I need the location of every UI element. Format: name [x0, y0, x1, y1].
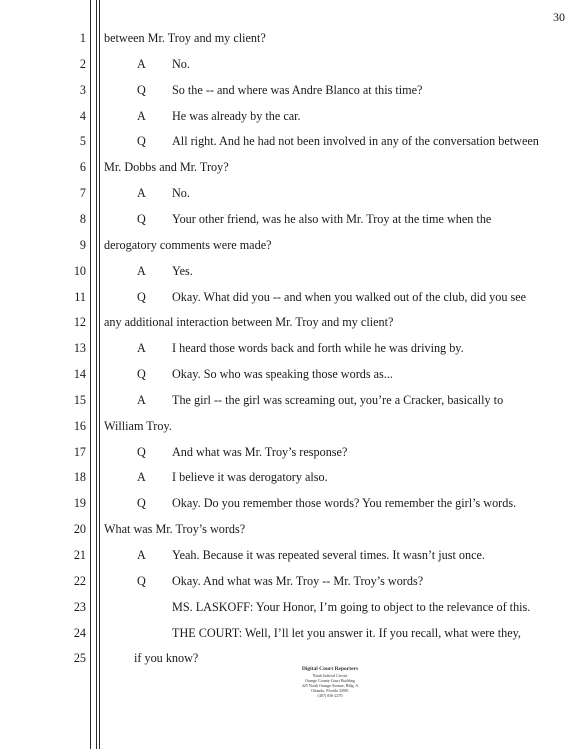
line-text: any additional interaction between Mr. Troy and my client?: [104, 315, 394, 330]
line-text: Yes.: [172, 263, 193, 278]
line-number: 13: [73, 341, 86, 356]
court-reporter-footer: [270, 666, 390, 698]
line-number: 12: [73, 315, 86, 330]
speaker-label: A: [137, 108, 146, 123]
line-number: 5: [79, 134, 86, 149]
line-text: Yeah. Because it was repeated several times. It wasn’t just once.: [172, 548, 485, 562]
line-number: 7: [79, 186, 86, 201]
transcript-line: [0, 183, 579, 203]
footer-line: 425 North Orange Avenue, Bldg. A: [301, 683, 359, 688]
transcript-line: [0, 80, 579, 100]
page-number: 30: [553, 10, 565, 24]
footer-line: (407) 836-2270: [317, 693, 343, 698]
line-text: between Mr. Troy and my client?: [104, 31, 266, 45]
line-number: 8: [79, 211, 86, 226]
line-number: 17: [73, 444, 86, 459]
line-text: William Troy.: [104, 418, 172, 433]
line-text: No.: [172, 56, 190, 71]
line-number: 22: [73, 573, 86, 588]
transcript-line: [0, 493, 579, 513]
speaker-label: A: [137, 263, 146, 278]
line-text: And what was Mr. Troy’s response?: [172, 444, 348, 459]
speaker-label: A: [137, 186, 146, 201]
transcript-line: [0, 390, 579, 410]
transcript-line: [0, 54, 579, 74]
transcript-line: [0, 209, 579, 229]
footer-title: Digital Court Reporters: [301, 666, 359, 672]
line-number: 4: [79, 108, 86, 123]
transcript-line: [0, 235, 579, 255]
transcript-line: [0, 312, 579, 332]
line-number: 14: [73, 367, 86, 382]
transcript-line: [0, 519, 579, 539]
transcript-line: [0, 364, 579, 384]
speaker-label: A: [137, 392, 146, 407]
line-number: 23: [73, 599, 86, 614]
transcript-line: [0, 157, 579, 177]
speaker-label: A: [137, 341, 146, 356]
transcript-line: [0, 467, 579, 487]
transcript-line: [0, 597, 579, 617]
line-text: Mr. Dobbs and Mr. Troy?: [104, 160, 229, 175]
transcript-line: [0, 261, 579, 281]
transcript-line: [0, 338, 579, 358]
line-text: I believe it was derogatory also.: [172, 470, 328, 485]
line-number: 3: [79, 82, 86, 97]
line-text: Your other friend, was he also with Mr. Troy at the time when the: [172, 211, 492, 226]
line-text: Okay. Do you remember those words? You remember the girl’s words.: [172, 496, 517, 511]
line-text: No.: [172, 186, 190, 201]
line-number: 16: [73, 418, 86, 433]
line-number: 1: [79, 31, 86, 45]
line-text: I heard those words back and forth while he was driving by.: [172, 341, 464, 356]
line-text: He was already by the car.: [172, 108, 301, 123]
line-text: All right. And he had not been involved in any of the conversation between: [172, 134, 539, 149]
line-number: 24: [73, 625, 86, 640]
speaker-label: Q: [137, 444, 146, 459]
line-number: 15: [73, 392, 86, 407]
line-text: So the -- and where was Andre Blanco at this time?: [172, 82, 423, 97]
speaker-label: Q: [137, 289, 146, 304]
speaker-label: A: [137, 548, 146, 562]
line-text: Okay. So who was speaking those words as...: [172, 367, 393, 382]
line-text: MS. LASKOFF: Your Honor, I’m going to object to the relevance of this.: [172, 599, 531, 614]
speaker-label: Q: [137, 367, 146, 382]
transcript-line: [0, 571, 579, 591]
transcript-line: [0, 416, 579, 436]
speaker-label: Q: [137, 82, 146, 97]
line-number: 20: [73, 522, 86, 537]
speaker-label: Q: [137, 211, 146, 226]
line-number: 18: [73, 470, 86, 485]
footer-line: Orlando, Florida 32801: [311, 688, 349, 693]
transcript-line: [0, 131, 579, 151]
transcript-line: [0, 106, 579, 126]
line-text: THE COURT: Well, I’ll let you answer it. If you recall, what were they,: [172, 625, 521, 640]
transcript-line: [0, 545, 579, 565]
line-number: 2: [79, 56, 86, 71]
line-number: 25: [73, 651, 86, 666]
line-number: 21: [73, 548, 86, 562]
line-text: What was Mr. Troy’s words?: [104, 522, 246, 537]
transcript-line: [0, 287, 579, 307]
line-text: The girl -- the girl was screaming out, you’re a Cracker, basically to: [172, 392, 504, 407]
footer-line: Orange County Court Building: [305, 678, 355, 683]
transcript-line: [0, 28, 579, 48]
speaker-label: A: [137, 470, 146, 485]
speaker-label: Q: [137, 134, 146, 149]
speaker-label: Q: [137, 496, 146, 511]
line-number: 6: [79, 160, 86, 175]
speaker-label: Q: [137, 573, 146, 588]
line-number: 10: [73, 263, 86, 278]
line-text: Okay. What did you -- and when you walked out of the club, did you see: [172, 289, 527, 304]
line-number: 9: [79, 237, 86, 252]
line-number: 19: [73, 496, 86, 511]
footer-line: Ninth Judicial Circuit: [312, 673, 348, 678]
line-text: derogatory comments were made?: [104, 237, 272, 252]
line-text: if you know?: [134, 651, 199, 666]
line-number: 11: [74, 289, 86, 304]
speaker-label: A: [137, 56, 146, 71]
transcript-line: [0, 442, 579, 462]
line-text: Okay. And what was Mr. Troy -- Mr. Troy’s words?: [172, 573, 424, 588]
transcript-line: [0, 623, 579, 643]
